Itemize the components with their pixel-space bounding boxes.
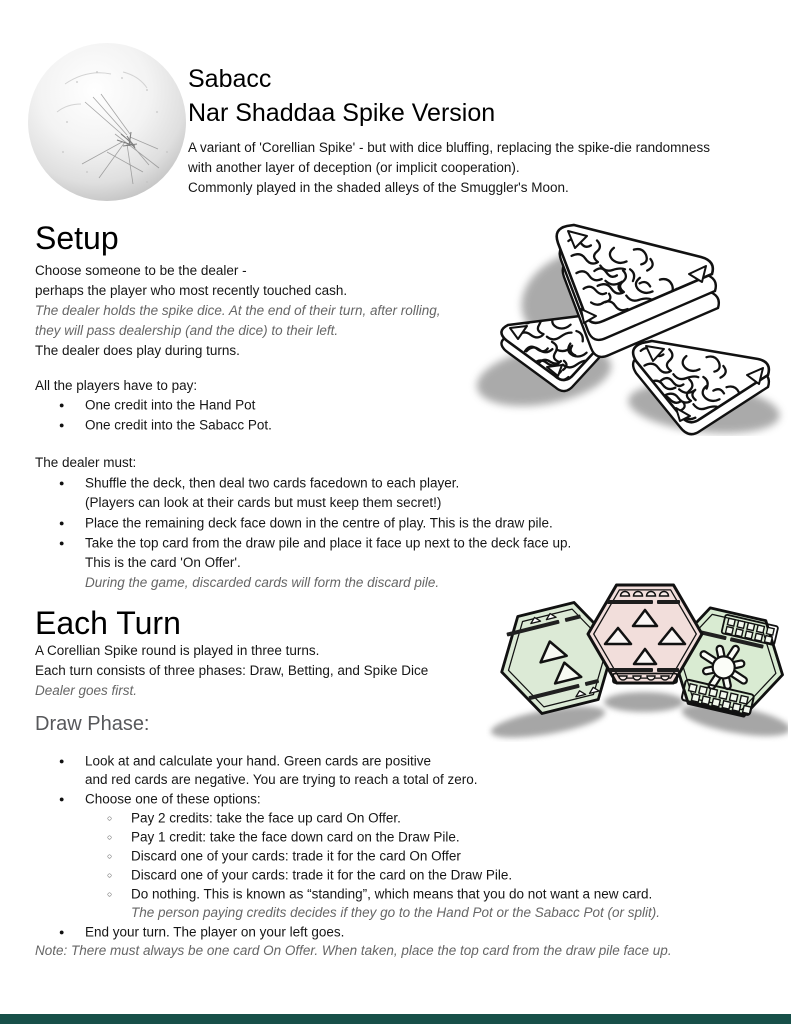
bullet-text: Shuffle the deck, then deal two cards facedown to each player. xyxy=(85,475,460,491)
bullet-text: Take the top card from the draw pile and place it face up next to the deck face up. xyxy=(85,535,572,551)
italic-note-line: The dealer holds the spike dice. At the end of their turn, after rolling, xyxy=(35,303,441,318)
paragraph-line: A Corellian Spike round is played in three turns. xyxy=(35,643,320,658)
bullet-continuation: This is the card 'On Offer'. xyxy=(85,555,241,570)
circle-bullet-icon: ○ xyxy=(107,870,113,880)
paragraph-line: Choose someone to be the dealer - xyxy=(35,263,247,278)
italic-note-line: The person paying credits decides if they go to the Hand Pot or the Sabacc Pot (or split). xyxy=(131,905,661,920)
bullet-item xyxy=(59,923,344,942)
setup-heading: Setup xyxy=(35,220,119,256)
sub-bullet-item xyxy=(107,866,512,885)
bullet-text: Pay 2 credits: take the face up card On Offer. xyxy=(131,810,401,826)
bullet-item xyxy=(59,514,553,533)
bullet-continuation: and red cards are negative. You are trying to reach a total of zero. xyxy=(85,772,478,787)
bullet-text: Do nothing. This is known as “standing”, which means that you do not want a new card. xyxy=(131,886,653,902)
moon-image xyxy=(27,42,187,202)
bullet-item xyxy=(59,752,431,771)
bullet-item xyxy=(59,474,459,493)
footer-bar xyxy=(0,1014,791,1024)
bullet-text: One credit into the Hand Pot xyxy=(85,397,256,413)
doc-subtitle-line: A variant of 'Corellian Spike' - but with dice bluffing, replacing the spike-die randomness xyxy=(188,140,710,155)
list-intro: All the players have to pay: xyxy=(35,378,198,393)
bullet-icon: ● xyxy=(59,927,65,937)
sub-bullet-item xyxy=(107,809,401,828)
italic-note-line: Dealer goes first. xyxy=(35,683,138,698)
footnote: Note: There must always be one card On Offer. When taken, place the top card from the draw pile face up. xyxy=(35,943,672,958)
bullet-item xyxy=(59,534,571,553)
bullet-icon: ● xyxy=(59,756,65,766)
bullet-text: Place the remaining deck face down in the centre of play. This is the draw pile. xyxy=(85,515,553,531)
circle-bullet-icon: ○ xyxy=(107,832,113,842)
bullet-text: End your turn. The player on your left goes. xyxy=(85,924,345,940)
bullet-text: Choose one of these options: xyxy=(85,791,261,807)
each-turn-heading: Each Turn xyxy=(35,605,181,641)
bullet-item xyxy=(59,416,272,435)
bullet-item xyxy=(59,790,261,809)
sub-bullet-item xyxy=(107,847,461,866)
list-intro: The dealer must: xyxy=(35,455,137,470)
paragraph-line: Each turn consists of three phases: Draw, Betting, and Spike Dice xyxy=(35,663,429,678)
bullet-icon: ● xyxy=(59,518,65,528)
italic-note-line: During the game, discarded cards will form the discard pile. xyxy=(85,575,440,590)
doc-title-line2: Nar Shaddaa Spike Version xyxy=(188,99,496,127)
sabacc-cards-illustration xyxy=(486,570,788,742)
bullet-icon: ● xyxy=(59,794,65,804)
bullet-continuation: (Players can look at their cards but must keep them secret!) xyxy=(85,495,442,510)
circle-bullet-icon: ○ xyxy=(107,851,113,861)
doc-subtitle-line: Commonly played in the shaded alleys of the Smuggler's Moon. xyxy=(188,180,569,195)
circle-bullet-icon: ○ xyxy=(107,889,113,899)
bullet-icon: ● xyxy=(59,400,65,410)
bullet-icon: ● xyxy=(59,420,65,430)
bullet-text: Look at and calculate your hand. Green cards are positive xyxy=(85,753,431,769)
paragraph-line: The dealer does play during turns. xyxy=(35,343,240,358)
bullet-icon: ● xyxy=(59,538,65,548)
circle-bullet-icon: ○ xyxy=(107,813,113,823)
draw-phase-heading: Draw Phase: xyxy=(35,713,150,735)
spike-dice-illustration xyxy=(468,216,790,436)
bullet-item xyxy=(59,396,255,415)
bullet-icon: ● xyxy=(59,478,65,488)
bullet-text: Discard one of your cards: trade it for the card on the Draw Pile. xyxy=(131,867,513,883)
bullet-text: Pay 1 credit: take the face down card on the Draw Pile. xyxy=(131,829,460,845)
italic-note-line: they will pass dealership (and the dice) to their left. xyxy=(35,323,339,338)
sub-bullet-item xyxy=(107,828,460,847)
sub-bullet-item xyxy=(107,885,652,904)
paragraph-line: perhaps the player who most recently touched cash. xyxy=(35,283,348,298)
doc-title-line1: Sabacc xyxy=(188,65,272,93)
doc-subtitle-line: with another layer of deception (or implicit cooperation). xyxy=(188,160,520,175)
bullet-text: One credit into the Sabacc Pot. xyxy=(85,417,272,433)
bullet-text: Discard one of your cards: trade it for the card On Offer xyxy=(131,848,461,864)
